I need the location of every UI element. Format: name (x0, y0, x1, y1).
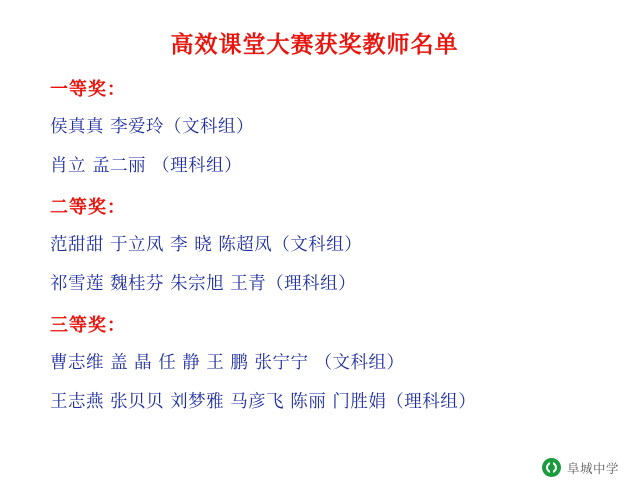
award-heading-first-prize: 一等奖： (50, 79, 126, 100)
award-heading-second-prize: 二等奖： (50, 197, 126, 218)
award-heading-third-prize: 三等奖： (50, 315, 126, 336)
account-footer[interactable] (542, 458, 619, 477)
account-name-label: 阜城中学 (566, 460, 619, 476)
wechat-account-logo-icon (542, 458, 561, 477)
award-names-third-prize-science: 王志燕 张贝贝 刘梦雅 马彦飞 陈丽 门胜娟（理科组） (50, 392, 477, 412)
award-names-second-prize-liberal: 范甜甜 于立凤 李 晓 陈超凤（文科组） (50, 235, 363, 255)
award-names-first-prize-liberal: 侯真真 李爱玲（文科组） (50, 117, 255, 137)
award-names-second-prize-science: 祁雪莲 魏桂芬 朱宗旭 王青（理科组） (50, 274, 357, 294)
award-list (0, 75, 629, 413)
page-title: 高效课堂大赛获奖教师名单 (170, 32, 459, 58)
document-page (0, 26, 629, 485)
award-names-first-prize-science: 肖立 孟二丽 （理科组） (50, 156, 243, 176)
award-names-third-prize-liberal: 曹志维 盖 晶 任 静 王 鹏 张宁宁 （文科组） (50, 353, 405, 373)
